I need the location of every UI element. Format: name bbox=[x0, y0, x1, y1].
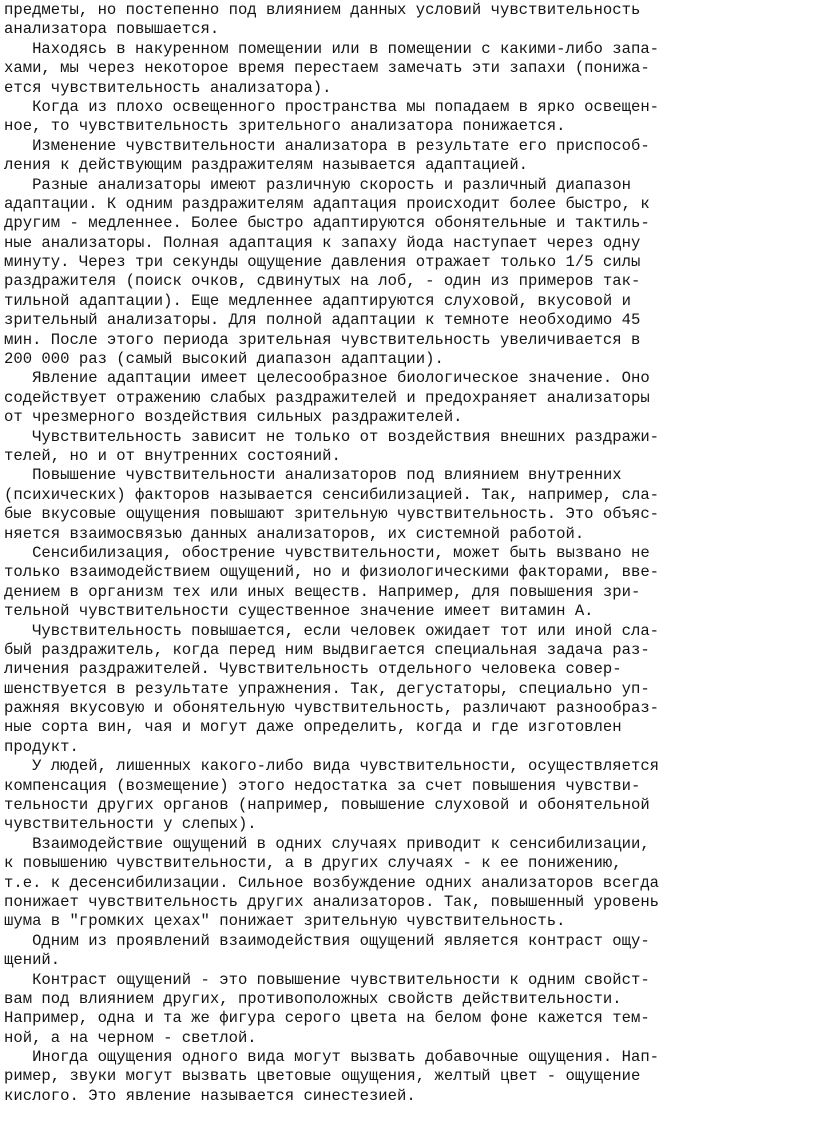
text-line: Чувствительность повышается, если человек ожидает тот или иной сла- bbox=[4, 621, 660, 640]
text-line: продукт. bbox=[4, 737, 79, 756]
text-line: к повышению чувствительности, а в других случаях - к ее понижению, bbox=[4, 854, 622, 873]
text-line: няется взаимосвязью данных анализаторов, их системной работой. bbox=[4, 524, 585, 543]
text-line: шенствуется в результате упражнения. Так, дегустаторы, специально уп- bbox=[4, 679, 650, 698]
text-line: Разные анализаторы имеют различную скорость и различный диапазон bbox=[4, 175, 631, 194]
text-line: Взаимодействие ощущений в одних случаях приводит к сенсибилизации, bbox=[4, 834, 650, 853]
text-line: ные сорта вин, чая и могут даже определить, когда и где изготовлен bbox=[4, 718, 622, 737]
document-text-body bbox=[4, 1, 816, 1106]
text-line: Чувствительность зависит не только от воздействия внешних раздражи- bbox=[4, 427, 660, 446]
text-line: мин. После этого периода зрительная чувствительность увеличивается в bbox=[4, 330, 641, 349]
text-line: другим - медленнее. Более быстро адаптируются обонятельные и тактиль- bbox=[4, 214, 650, 233]
text-line: минуту. Через три секунды ощущение давления отражает только 1/5 силы bbox=[4, 253, 641, 272]
text-line: Изменение чувствительности анализатора в результате его приспособ- bbox=[4, 136, 650, 155]
text-line: бый раздражитель, когда перед ним выдвигается специальная задача раз- bbox=[4, 640, 650, 659]
text-line: чувствительности у слепых). bbox=[4, 815, 257, 834]
text-line: шума в "громких цехах" понижает зрительную чувствительность. bbox=[4, 912, 566, 931]
text-line: раздражителя (поиск очков, сдвинутых на лоб, - один из примеров так- bbox=[4, 272, 641, 291]
text-line: (психических) факторов называется сенсибилизацией. Так, например, сла- bbox=[4, 485, 660, 504]
text-line: тельной чувствительности существенное значение имеет витамин А. bbox=[4, 602, 594, 621]
text-line: адаптации. К одним раздражителям адаптация происходит более быстро, к bbox=[4, 194, 650, 213]
text-line: Когда из плохо освещенного пространства мы попадаем в ярко освещен- bbox=[4, 97, 660, 116]
text-line: телей, но и от внутренних состояний. bbox=[4, 446, 341, 465]
text-line: 200 000 раз (самый высокий диапазон адаптации). bbox=[4, 350, 444, 369]
text-line: предметы, но постепенно под влиянием данных условий чувствительность bbox=[4, 1, 641, 19]
text-line: ное, то чувствительность зрительного анализатора понижается. bbox=[4, 117, 566, 136]
text-line: кислого. Это явление называется синестезией. bbox=[4, 1086, 416, 1105]
text-line: Одним из проявлений взаимодействия ощущений является контраст ощу- bbox=[4, 931, 650, 950]
text-line: т.е. к десенсибилизации. Сильное возбуждение одних анализаторов всегда bbox=[4, 873, 660, 892]
text-line: У людей, лишенных какого-либо вида чувствительности, осуществляется bbox=[4, 757, 660, 776]
text-line: Сенсибилизация, обострение чувствительности, может быть вызвано не bbox=[4, 543, 650, 562]
text-line: хами, мы через некоторое время перестаем замечать эти запахи (понижа- bbox=[4, 59, 650, 78]
text-line: тильной адаптации). Еще медленнее адаптируются слуховой, вкусовой и bbox=[4, 291, 631, 310]
text-line: ные анализаторы. Полная адаптация к запаху йода наступает через одну bbox=[4, 233, 641, 252]
text-line: Например, одна и та же фигура серого цвета на белом фоне кажется тем- bbox=[4, 1009, 650, 1028]
text-line: щений. bbox=[4, 951, 61, 970]
text-line: вам под влиянием других, противоположных свойств действительности. bbox=[4, 989, 622, 1008]
text-line: ной, а на черном - светлой. bbox=[4, 1028, 257, 1047]
text-line: компенсация (возмещение) этого недостатка за счет повышения чувстви- bbox=[4, 776, 641, 795]
text-line: ример, звуки могут вызвать цветовые ощущения, желтый цвет - ощущение bbox=[4, 1067, 641, 1086]
text-line: ется чувствительность анализатора). bbox=[4, 78, 332, 97]
text-line: ления к действующим раздражителям называется адаптацией. bbox=[4, 156, 529, 175]
text-line: ражняя вкусовую и обонятельную чувствительность, различают разнообраз- bbox=[4, 699, 660, 718]
text-line: зрительный анализаторы. Для полной адаптации к темноте необходимо 45 bbox=[4, 311, 641, 330]
text-line: Явление адаптации имеет целесообразное биологическое значение. Оно bbox=[4, 369, 650, 388]
text-line: Иногда ощущения одного вида могут вызвать добавочные ощущения. Нап- bbox=[4, 1048, 660, 1067]
text-line: Повышение чувствительности анализаторов под влиянием внутренних bbox=[4, 466, 622, 485]
text-line: Находясь в накуренном помещении или в помещении с какими-либо запа- bbox=[4, 39, 660, 58]
text-line: только взаимодействием ощущений, но и физиологическими факторами, вве- bbox=[4, 563, 660, 582]
text-line: от чрезмерного воздействия сильных раздражителей. bbox=[4, 408, 463, 427]
text-line: содействует отражению слабых раздражителей и предохраняет анализаторы bbox=[4, 388, 650, 407]
text-line: анализатора повышается. bbox=[4, 20, 220, 39]
text-line: понижает чувствительность других анализаторов. Так, повышенный уровень bbox=[4, 892, 660, 911]
text-line: дением в организм тех или иных веществ. Например, для повышения зри- bbox=[4, 582, 641, 601]
text-line: тельности других органов (например, повышение слуховой и обонятельной bbox=[4, 796, 650, 815]
text-line: бые вкусовые ощущения повышают зрительную чувствительность. Это объяс- bbox=[4, 505, 660, 524]
text-line: личения раздражителей. Чувствительность отдельного человека совер- bbox=[4, 660, 622, 679]
text-line: Контраст ощущений - это повышение чувствительности к одним свойст- bbox=[4, 970, 650, 989]
